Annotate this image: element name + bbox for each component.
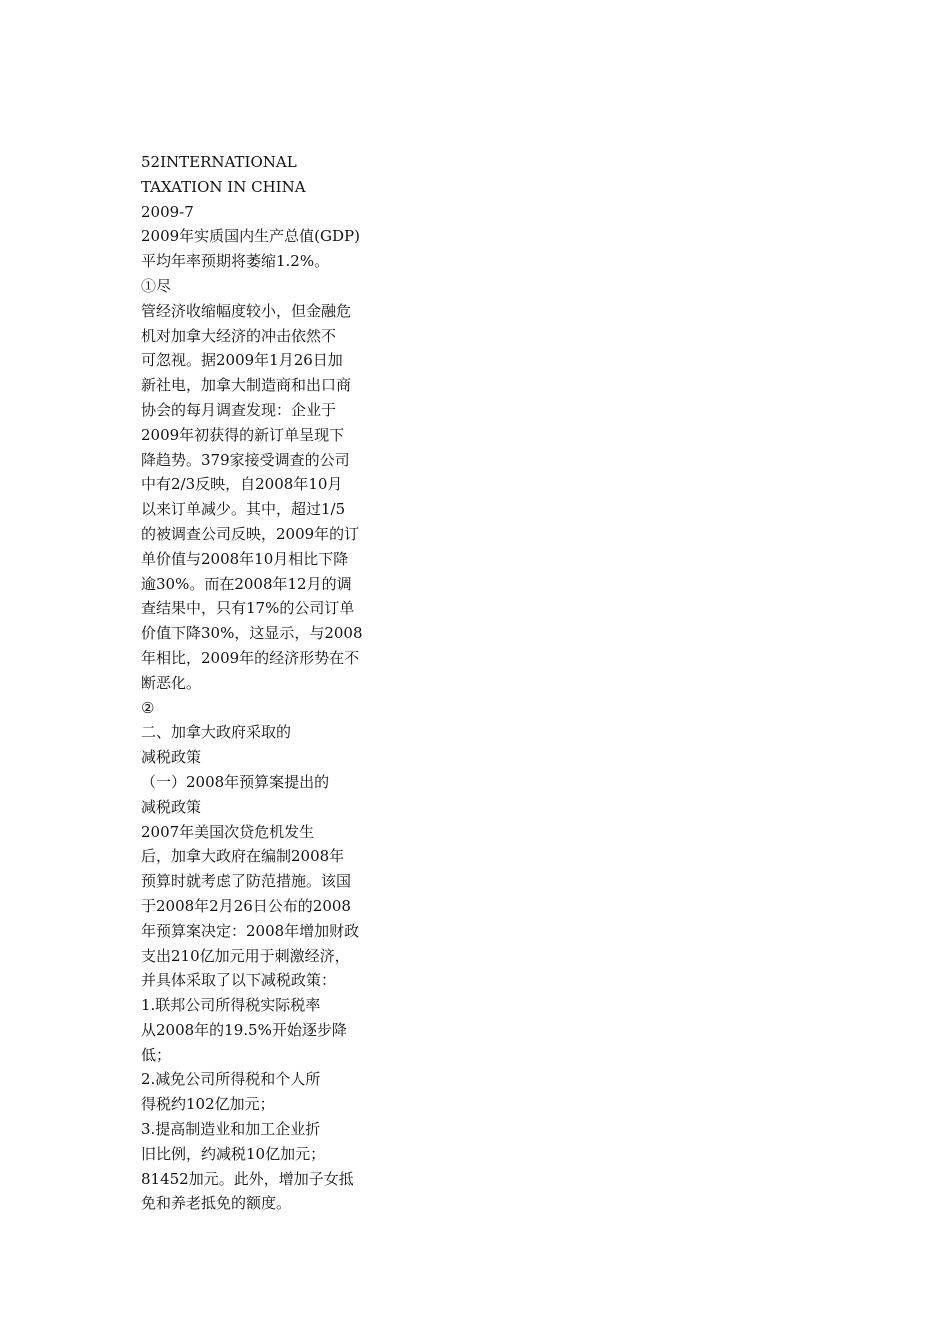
header-line-journal-2: TAXATION IN CHINA <box>141 177 306 196</box>
subsection-heading: （一）2008年预算案提出的 <box>141 772 330 791</box>
paragraph-line: 支出210亿加元用于刺激经济， <box>141 946 350 965</box>
section-heading: 减税政策 <box>141 748 202 767</box>
paragraph-line: 逾30%。而在2008年12月的调 <box>141 574 352 593</box>
paragraph-line: 年预算案决定：2008年增加财政 <box>141 921 360 940</box>
list-item-line: 从2008年的19.5%开始逐步降 <box>141 1020 347 1039</box>
section-heading: 二、加拿大政府采取的 <box>141 723 292 742</box>
list-item-line: 3.提高制造业和加工企业折 <box>141 1120 321 1139</box>
header-line-journal: 52INTERNATIONAL <box>141 153 297 171</box>
list-item-line: 1.联邦公司所得税实际税率 <box>141 996 321 1015</box>
header-line-issue: 2009-7 <box>141 202 194 221</box>
paragraph-line: 单价值与2008年10月相比下降 <box>141 549 349 568</box>
paragraph-line: 预算时就考虑了防范措施。该国 <box>141 872 352 891</box>
paragraph-line: 2009年初获得的新订单呈现下 <box>141 425 345 444</box>
paragraph-line: 降趋势。379家接受调查的公司 <box>141 450 350 469</box>
subsection-heading: 减税政策 <box>141 797 202 816</box>
list-item-line: 低； <box>141 1045 172 1064</box>
paragraph-line: 可忽视。据2009年1月26日加 <box>141 351 343 370</box>
paragraph-line: 81452加元。此外，增加子女抵 <box>141 1169 354 1188</box>
footnote-marker: ② <box>141 698 155 717</box>
paragraph-line: 协会的每月调查发现：企业于 <box>141 400 337 419</box>
paragraph-line: 价值下降30%，这显示，与2008 <box>141 624 363 643</box>
paragraph-line: 并具体采取了以下减税政策： <box>141 971 337 990</box>
paragraph-line: 于2008年2月26日公布的2008 <box>141 896 351 915</box>
paragraph-line: 2009年实质国内生产总值(GDP) <box>141 227 360 246</box>
list-item-line: 旧比例，约减税10亿加元； <box>141 1144 326 1163</box>
list-item-line: 得税约102亿加元； <box>141 1095 275 1114</box>
paragraph-line: 后，加拿大政府在编制2008年 <box>141 847 345 866</box>
list-item-line: 2.减免公司所得税和个人所 <box>141 1070 321 1089</box>
paragraph-line: ①尽 <box>141 276 172 295</box>
paragraph-line: 查结果中，只有17%的公司订单 <box>141 599 355 618</box>
paragraph-line: 平均年率预期将萎缩1.2%。 <box>141 252 330 271</box>
paragraph-line: 新社电，加拿大制造商和出口商 <box>141 376 352 395</box>
paragraph-line: 机对加拿大经济的冲击依然不 <box>141 326 337 345</box>
paragraph-line: 年相比，2009年的经济形势在不 <box>141 648 360 667</box>
text-column <box>141 150 386 1216</box>
paragraph-line: 免和养老抵免的额度。 <box>141 1194 292 1213</box>
paragraph-line: 管经济收缩幅度较小，但金融危 <box>141 301 352 320</box>
paragraph-line: 断恶化。 <box>141 673 202 692</box>
paragraph-line: 2007年美国次贷危机发生 <box>141 822 315 841</box>
paragraph-line: 的被调查公司反映，2009年的订 <box>141 524 360 543</box>
paragraph-line: 中有2/3反映，自2008年10月 <box>141 475 343 494</box>
paragraph-line: 以来订单减少。其中，超过1/5 <box>141 500 346 519</box>
